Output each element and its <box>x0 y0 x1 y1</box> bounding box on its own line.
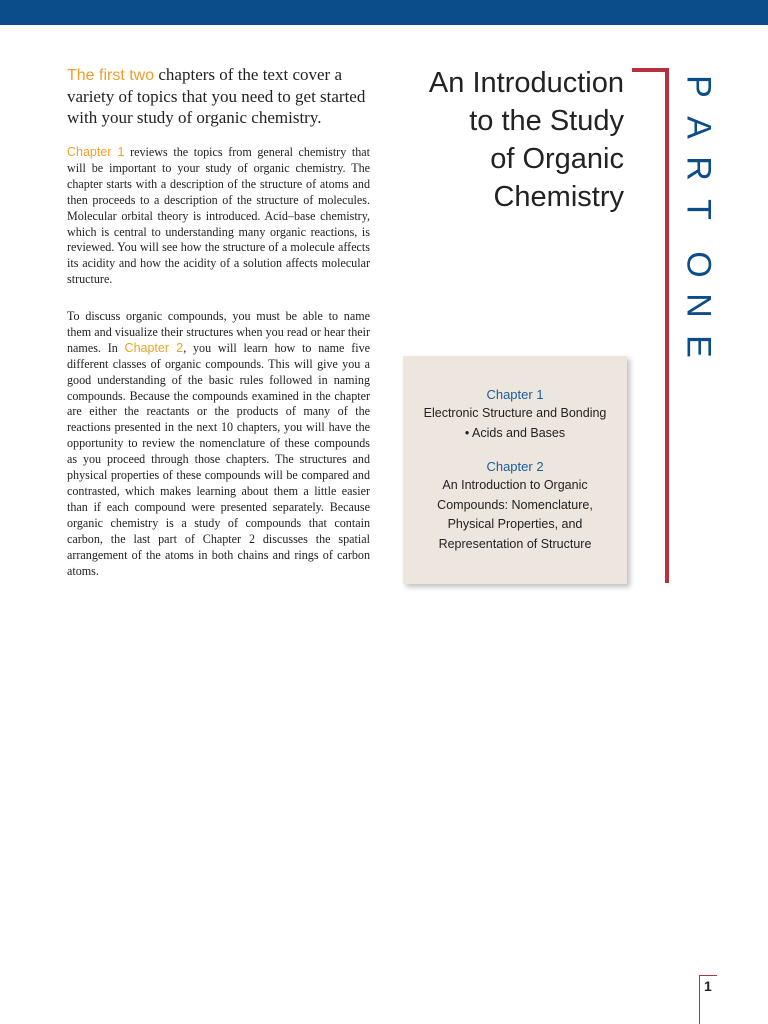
part-label-letter: N <box>679 293 718 318</box>
chapter-1-highlight: Chapter 1 <box>67 145 125 159</box>
part-label-letter: E <box>679 335 718 358</box>
toc-chapter-2-line: Physical Properties, and <box>447 517 583 531</box>
toc-chapter-2-line: Representation of Structure <box>438 536 592 551</box>
toc-chapter-2-line: An Introduction to Organic <box>442 478 588 492</box>
red-rule-top <box>632 68 669 72</box>
page-number-rule <box>699 975 700 1024</box>
part-label-letter: O <box>679 251 718 278</box>
chapter-2-highlight: Chapter 2 <box>124 340 184 355</box>
intro-lead: The first two <box>67 67 155 84</box>
header-bar <box>0 0 768 25</box>
toc-chapter-2-line: Compounds: Nomenclature, <box>437 497 593 512</box>
chapter-contents-box <box>403 356 627 584</box>
chapter-2-paragraph <box>67 309 370 579</box>
part-one-label <box>674 66 722 367</box>
part-label-letter: P <box>679 75 718 98</box>
part-title <box>370 64 624 216</box>
toc-chapter-1-title: Chapter 1 <box>486 387 544 402</box>
part-label-letter: R <box>679 156 718 181</box>
chapter-2-text-before: To discuss organic compounds, you must be able to name them and visualize their structures when you read or hear their names. In <box>67 309 370 355</box>
intro-paragraph <box>67 64 370 128</box>
chapter-1-text: reviews the topics from general chemistry that will be important to your study of organic chemistry. The chapter starts with a description of the structure of atoms and then proceeds to a description of the structure of molecules. Molecular orbital theory is introduced. Acid–base chemistry, which is central to understanding many organic reactions, is reviewed. You will see how the structure of a molecule affects its acidity and how the acidity of a solution affects molecular structure. <box>67 145 370 287</box>
page-number: 1 <box>704 978 712 994</box>
part-label-letter: A <box>679 116 718 139</box>
red-rule-vertical <box>665 68 669 583</box>
toc-chapter-1-line: Electronic Structure and Bonding <box>423 406 607 420</box>
toc-chapter-2-title: Chapter 2 <box>486 459 544 474</box>
part-title-line: Chemistry <box>493 181 624 213</box>
part-title-line: An Introduction <box>428 67 624 99</box>
intro-text: chapters of the text cover a variety of topics that you need to get started with your study of organic chemistry. <box>67 65 366 127</box>
toc-chapter-1-line: • Acids and Bases <box>464 425 566 440</box>
part-title-line: of Organic <box>490 143 624 175</box>
part-title-line: to the Study <box>469 105 624 137</box>
chapter-2-text-after: , you will learn how to name five different classes of organic compounds. This will give you a good understanding of the basic rules followed in naming compounds. Because the compounds examined in the chapter are either the reactants or the products of many of the reactions presented in the next 10 chapters, you will have the opportunity to review the nomenclature of these compounds as you proceed through those chapters. The structures and physical properties of these compounds will be compared and contrasted, which makes learning about them a little easier than if each compound were presented separately. Because organic chemistry is a study of compounds that contain carbon, the last part of Chapter 2 discusses the spatial arrangement of the atoms in both chains and rings of carbon atoms. <box>67 340 370 578</box>
part-label-letter: T <box>679 199 718 220</box>
page-number-rule-top <box>699 975 717 976</box>
chapter-1-paragraph <box>67 145 370 288</box>
